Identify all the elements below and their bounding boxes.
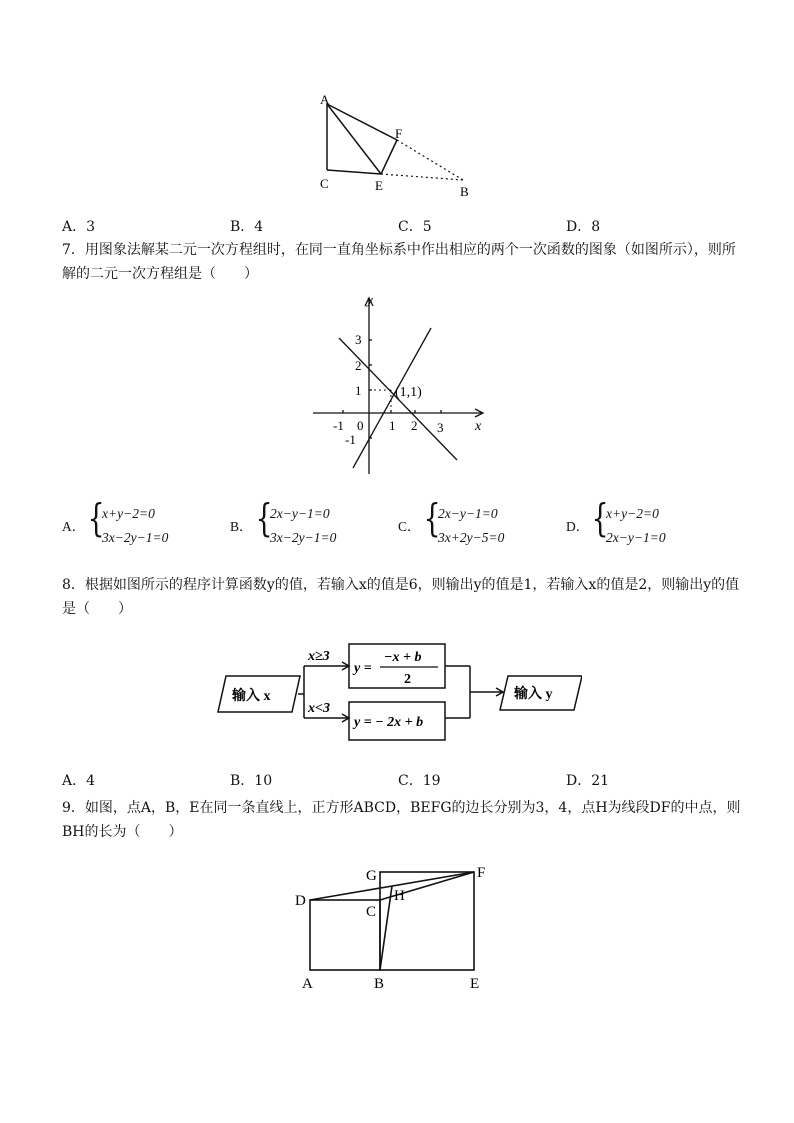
q7-option-c-label: C． (398, 519, 421, 534)
q7-graph (305, 292, 490, 482)
tick-x-3: 3 (437, 420, 444, 435)
q7-option-b (230, 496, 390, 550)
flow-f1-left: y = (354, 661, 372, 676)
flow-input: 输入 x (232, 689, 271, 704)
q7-option-b-eq2: 3x−2y−1=0 (270, 530, 337, 545)
flow-f2: y = − 2x + b (354, 715, 424, 730)
flow-f1-numerator: −x + b (384, 650, 422, 665)
label-A: A (320, 92, 330, 107)
label-B: B (374, 976, 385, 992)
tick-y-3: 3 (355, 332, 362, 347)
q7-option-c (398, 496, 558, 550)
q7-option-b-label: B． (230, 519, 253, 534)
q6-figure (315, 92, 485, 204)
q8-flowchart (212, 636, 582, 748)
label-G: G (366, 868, 377, 884)
brace-icon: { (255, 496, 273, 540)
q7-option-d-eq2: 2x−y−1=0 (606, 530, 666, 545)
tick-y-neg1: -1 (345, 432, 356, 447)
q7-option-a (62, 496, 222, 550)
x-axis-label: x (475, 419, 482, 434)
tick-x-1: 1 (389, 418, 396, 433)
q8-option-d: D．21 (566, 773, 610, 789)
label-A: A (302, 976, 313, 992)
label-F: F (477, 865, 486, 881)
q7-text: 7．用图象法解某二元一次方程组时，在同一直角坐标系中作出相应的两个一次函数的图象（如图所示），则所解的二元一次方程组是（ ） (62, 242, 736, 282)
q8-option-c: C．19 (398, 773, 441, 789)
tick-x-neg1: -1 (333, 418, 344, 433)
tick-x-2: 2 (411, 418, 418, 433)
label-C: C (366, 904, 377, 920)
q6-option-b: B．4 (230, 219, 264, 235)
q8-text: 8．根据如图所示的程序计算函数y的值，若输入x的值是6，则输出y的值是1，若输入x的值是2，则输出y的值是（ ） (62, 577, 740, 617)
intersection-point-label: (1,1) (395, 385, 422, 400)
q8-option-a: A．4 (62, 773, 96, 789)
q9-figure (290, 860, 500, 992)
tick-y-1: 1 (355, 383, 362, 398)
q7-option-a-eq2: 3x−2y−1=0 (102, 530, 169, 545)
q7-option-c-eq2: 3x+2y−5=0 (438, 530, 505, 545)
q7-option-a-eq1: x+y−2=0 (102, 506, 155, 521)
label-H: H (394, 888, 405, 904)
brace-icon: { (423, 496, 441, 540)
brace-icon: { (87, 496, 105, 540)
q6-option-d: D．8 (566, 219, 601, 235)
flow-output: 输入 y (514, 687, 553, 702)
tick-y-2: 2 (355, 358, 362, 373)
q7-option-d-label: D． (566, 519, 590, 534)
label-C: C (320, 176, 329, 191)
label-D: D (295, 893, 306, 909)
q9-text: 9．如图，点A，B，E在同一条直线上，正方形ABCD，BEFG的边长分别为3，4，点H为线段DF的中点，则BH的长为（ ） (62, 800, 741, 840)
q7-option-d-eq1: x+y−2=0 (606, 506, 659, 521)
flow-cond1: x≥3 (308, 649, 330, 664)
q7-option-b-eq1: 2x−y−1=0 (270, 506, 330, 521)
q6-option-a: A．3 (62, 219, 96, 235)
label-E: E (470, 976, 480, 992)
q6-option-c: C．5 (398, 219, 432, 235)
brace-icon: { (591, 496, 609, 540)
label-B: B (460, 184, 469, 199)
flow-cond2: x<3 (308, 701, 330, 716)
label-F: F (395, 126, 403, 141)
q7-option-a-label: A． (62, 519, 86, 534)
q7-option-c-eq1: 2x−y−1=0 (438, 506, 498, 521)
y-axis-label: y (367, 292, 373, 307)
flow-f1-denominator: 2 (404, 672, 411, 687)
label-E: E (375, 178, 383, 193)
q7-option-d (566, 496, 726, 550)
q8-option-b: B．10 (230, 773, 273, 789)
tick-x-0: 0 (357, 418, 364, 433)
